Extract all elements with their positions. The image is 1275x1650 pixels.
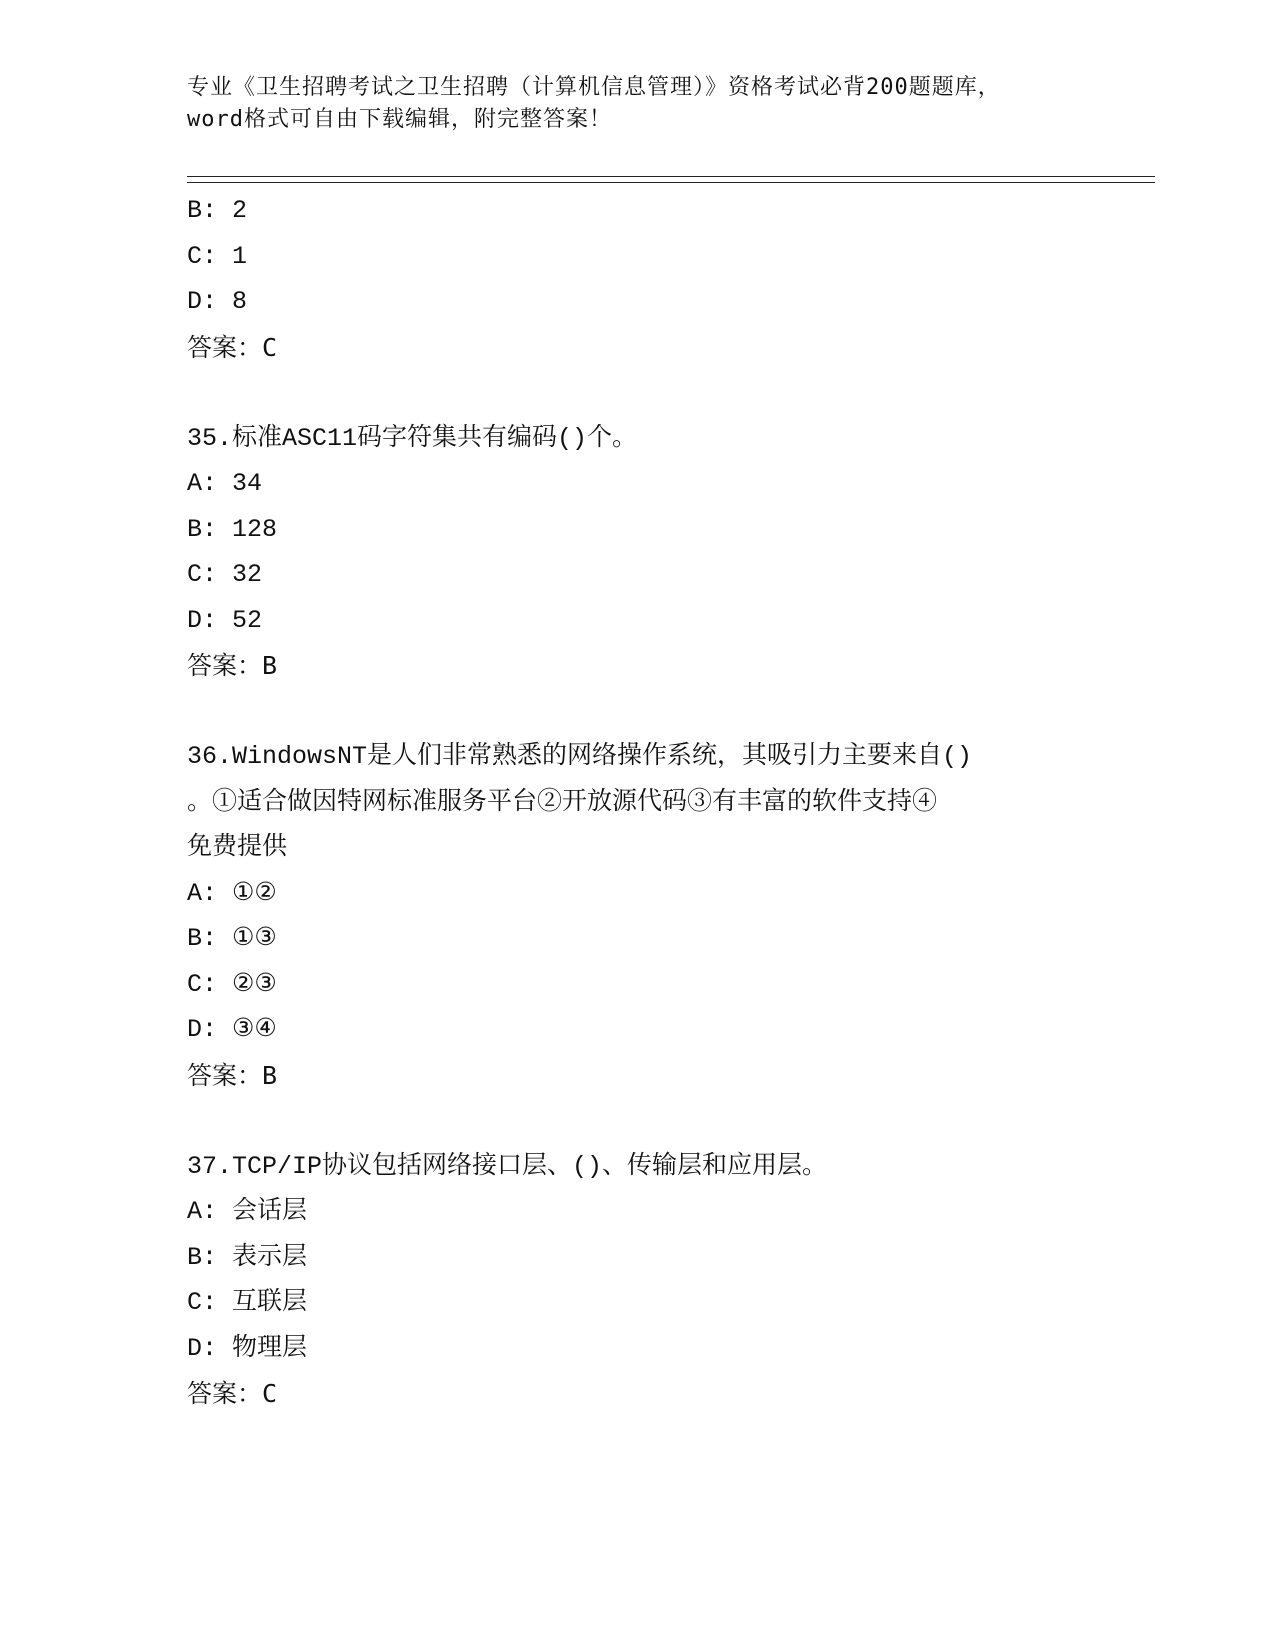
option-d: D: 52: [187, 605, 263, 635]
question-35: [187, 416, 1087, 689]
question-stem-line-3: 免费提供: [187, 833, 288, 862]
option-c: C: 互联层: [187, 1288, 308, 1317]
question-stem-line-1: 36.WindowsNT是人们非常熟悉的网络操作系统，其吸引力主要来自(): [187, 742, 973, 771]
option-d: D: 物理层: [187, 1333, 308, 1363]
option-a: A: 34: [187, 469, 263, 498]
option-b: B: 2: [187, 196, 248, 225]
question-list: [187, 188, 1087, 1417]
header-divider-bottom: [187, 182, 1155, 183]
answer-line: 答案：B: [187, 1060, 278, 1090]
option-a: A: ①②: [187, 878, 277, 908]
question-34-continued: [187, 188, 1087, 370]
header-title-line-2: word格式可自由下载编辑，附完整答案！: [187, 107, 612, 132]
option-a: A: 会话层: [187, 1197, 308, 1226]
question-37: [187, 1144, 1087, 1417]
header-title-line-1: 专业《卫生招聘考试之卫生招聘（计算机信息管理）》资格考试必背200题题库，: [187, 75, 1001, 100]
question-stem: 35.标准ASC11码字符集共有编码()个。: [187, 423, 638, 453]
spacer: [187, 370, 1087, 416]
spacer: [187, 689, 1087, 735]
option-b: B: 表示层: [187, 1242, 308, 1272]
header-divider-top: [187, 176, 1155, 177]
option-c: C: ②③: [187, 969, 277, 999]
spacer: [187, 1098, 1087, 1144]
document-header: [187, 72, 1087, 136]
option-c: C: 1: [187, 241, 248, 271]
option-b: B: ①③: [187, 924, 277, 953]
option-b: B: 128: [187, 514, 278, 544]
option-d: D: 8: [187, 287, 248, 316]
question-stem: 37.TCP/IP协议包括网络接口层、()、传输层和应用层。: [187, 1151, 828, 1181]
answer-line: 答案：B: [187, 651, 278, 680]
answer-line: 答案：C: [187, 332, 278, 362]
answer-line: 答案：C: [187, 1379, 278, 1408]
question-36: [187, 734, 1087, 1098]
option-c: C: 32: [187, 560, 263, 589]
option-d: D: ③④: [187, 1015, 277, 1044]
question-stem-line-2: 。①适合做因特网标准服务平台②开放源代码③有丰富的软件支持④: [187, 787, 938, 817]
